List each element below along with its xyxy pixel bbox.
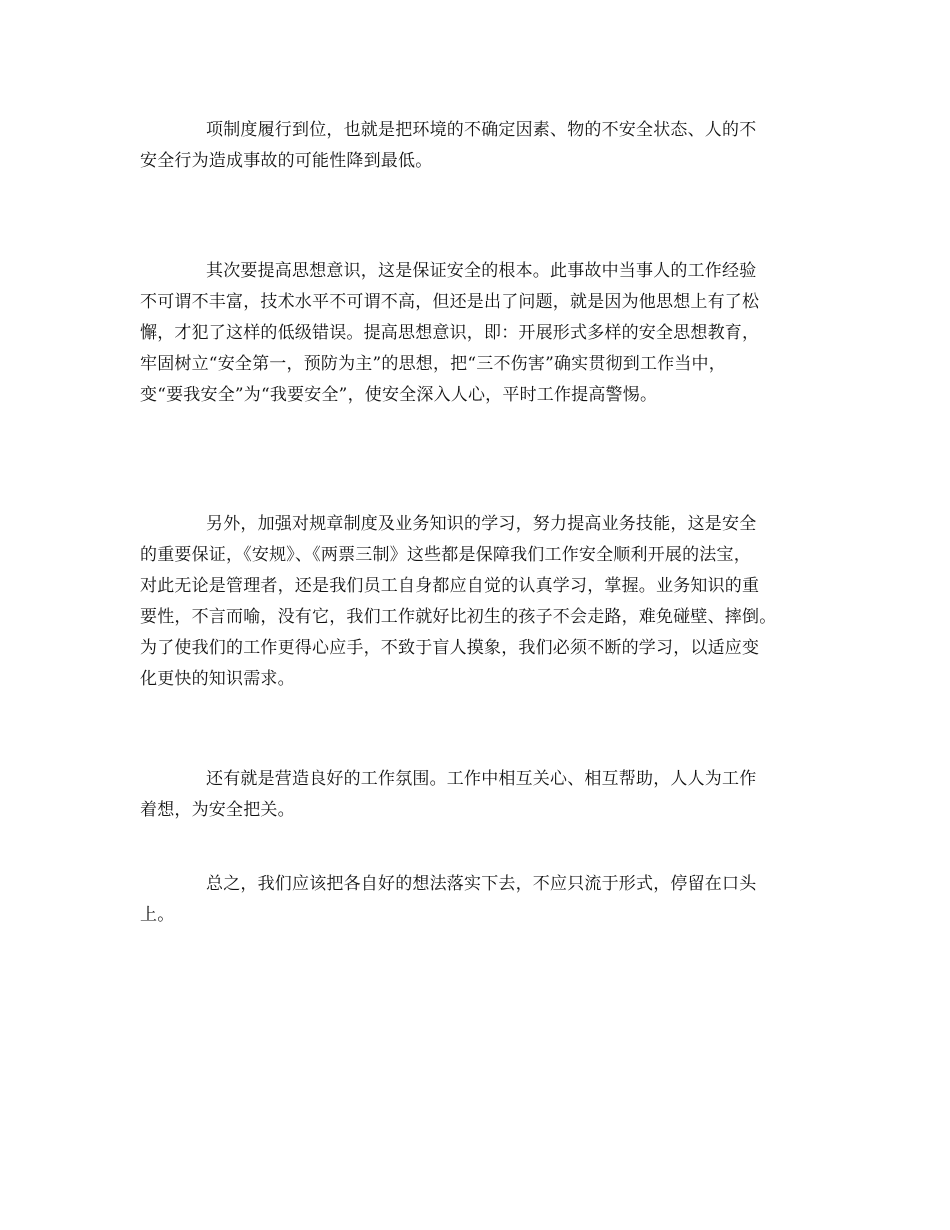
paragraph-line: 牢固树立“安全第一，预防为主”的思想，把“三不伤害”确实贯彻到工作当中， [140,354,726,374]
paragraph-line: 总之，我们应该把各自好的想法落实下去，不应只流于形式，停留在口头 [206,874,757,894]
paragraph-1 [140,115,812,177]
paragraph-line: 其次要提高思想意识，这是保证安全的根本。此事故中当事人的工作经验 [206,261,757,281]
paragraph-3 [140,509,812,695]
paragraph-line: 着想，为安全把关。 [140,800,295,820]
paragraph-line: 不可谓不丰富，技术水平不可谓不高，但还是出了问题，就是因为他思想上有了松 [140,292,760,312]
paragraph-line: 变“要我安全”为“我要安全”，使安全深入人心，平时工作提高警惕。 [140,385,658,405]
paragraph-line: 懈，才犯了这样的低级错误。提高思想意识，即：开展形式多样的安全思想教育， [140,323,760,343]
paragraph-line: 另外，加强对规章制度及业务知识的学习，努力提高业务技能，这是安全 [206,514,757,534]
paragraph-line: 为了使我们的工作更得心应手，不致于盲人摸象，我们必须不断的学习，以适应变 [140,638,760,658]
paragraph-line: 化更快的知识需求。 [140,669,295,689]
paragraph-line: 上。 [140,905,175,925]
paragraph-line: 要性，不言而喻，没有它，我们工作就好比初生的孩子不会走路，难免碰壁、摔倒。 [140,607,777,627]
paragraph-line: 对此无论是管理者，还是我们员工自身都应自觉的认真学习，掌握。业务知识的重 [140,576,760,596]
paragraph-line: 的重要保证，《安规》、《两票三制》这些都是保障我们工作安全顺利开展的法宝， [140,545,751,565]
paragraph-5 [140,869,812,931]
paragraph-4 [140,764,812,826]
paragraph-line: 还有就是营造良好的工作氛围。工作中相互关心、相互帮助，人人为工作 [206,769,757,789]
paragraph-2 [140,256,812,411]
paragraph-line: 安全行为造成事故的可能性降到最低。 [140,151,433,171]
paragraph-line: 项制度履行到位，也就是把环境的不确定因素、物的不安全状态、人的不 [206,120,757,140]
